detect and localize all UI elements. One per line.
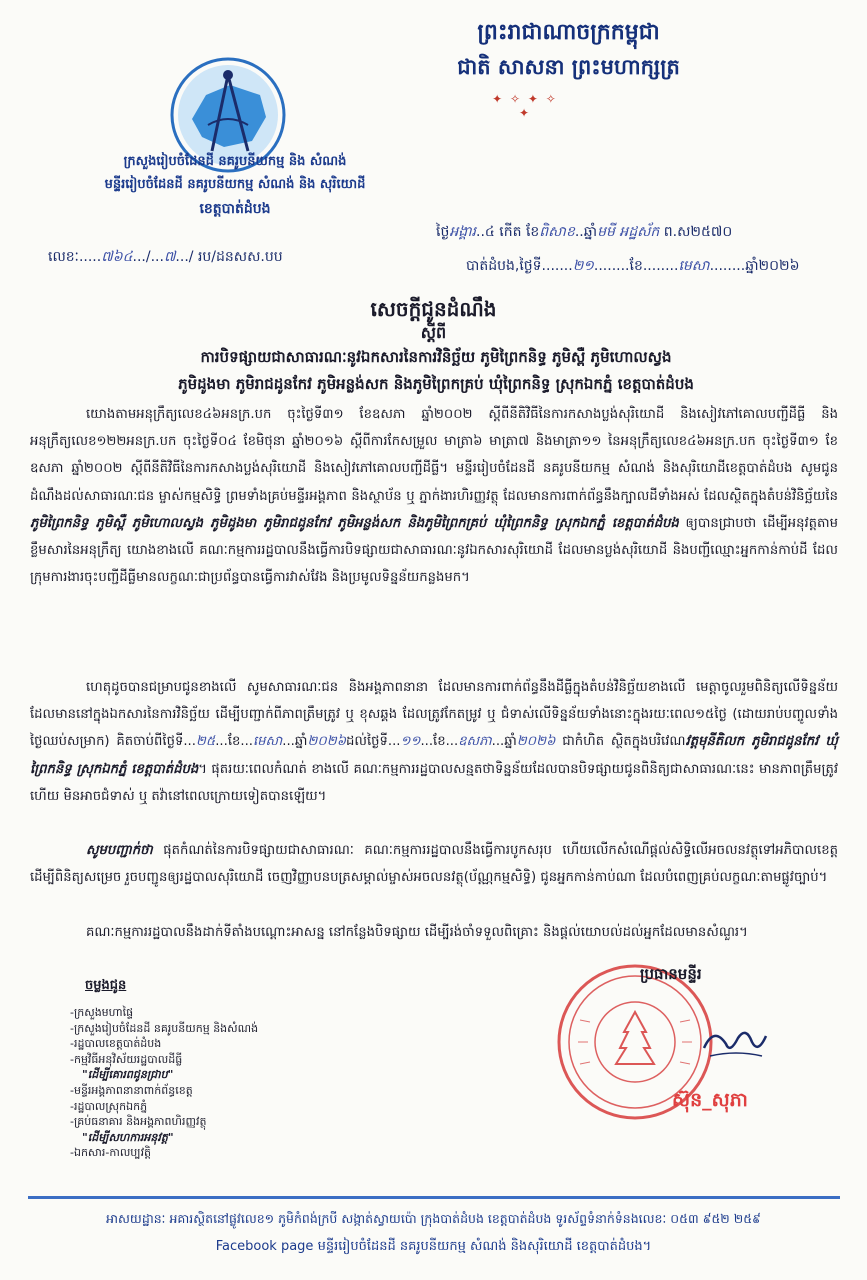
cc-list	[70, 1005, 258, 1161]
kingdom-heading: ព្រះរាជាណាចក្រកម្ពុជា	[477, 20, 660, 45]
department-name: មន្ទីររៀបចំដែនដី នគរូបនីយកម្ម សំណង់ និង សុរិយោដី	[104, 177, 366, 192]
paragraph-review-period: ហេតុដូចបានជម្រាបជូនខាងលើ សូមសាធារណៈជន និងអង្គភាពនានា ដែលមានការពាក់ព័ន្ធនឹងដីធ្លីក្នុងតំបន់វិនិច្ឆ័យខាងលើ មេត្តាចូលរួមពិនិត្យលើទិន្នន័យ ដែលមាននៅក្នុងឯកសារនៃការវិនិច្ឆ័យ ដើម្បីបញ្ជាក់ពីភាពត្រឹមត្រូវ ឬ ខុសឆ្គង ដែលត្រូវកែតម្រូវ ឬ ជំទាស់លើទិន្នន័យទាំងនោះក្នុងរយៈពេល១៥ថ្ងៃ (ដោយរាប់បញ្ចូលទាំងថ្ងៃឈប់សម្រាក) គិតចាប់ពីថ្ងៃទី...២៥...ខែ...មេសា...ឆ្នាំ២០២៦ដល់ថ្ងៃទី...១១...ខែ...ឧសភា...ឆ្នាំ២០២៦ ជាកំហិត ស្ថិតក្នុងបរិវេណវត្តមុនីតិលក ភូមិរាជដូនកែវ ឃុំព្រៃកនិទ្ធ ស្រុកឯកភ្នំ ខេត្តបាត់ដំបង។ ផុតរយៈពេលកំណត់ ខាងលើ គណៈកម្មការរដ្ឋបាលសន្មតថាទិន្នន័យដែលបានបិទផ្សាយជូនពិនិត្យជាសាធារណៈនេះ មានភាពត្រឹមត្រូវហើយ មិនអាចជំទាស់ ឬ តវ៉ានៅពេលក្រោយទៀតបានឡើយ។	[30, 680, 839, 804]
signature-mark-icon	[700, 1018, 770, 1068]
cc-item: -រដ្ឋបាលស្រុកឯកភ្នំ	[70, 1099, 148, 1113]
cc-item: -ក្រសួងមហាផ្ទៃ	[70, 1006, 134, 1019]
reference-number: លេខៈ.....៧៦៤.../...៧.../ រប/ដនសស.បប	[48, 249, 283, 265]
ministry-name: ក្រសួងរៀបចំដែនដី នគរូបនីយកម្ម និង សំណង់	[123, 154, 347, 169]
cc-item: -មន្ទីរអង្គភាពនានាពាក់ព័ន្ធខេត្ត	[70, 1083, 193, 1097]
cc-item: "ដើម្បីគោរពជូនជ្រាប"	[82, 1068, 174, 1082]
cc-item: -ក្រសួងរៀបចំដែនដី នគរូបនីយកម្ម និងសំណង់	[70, 1021, 259, 1035]
paragraph-confirmation: សូមបញ្ជាក់ថា ផុតកំណត់នៃការបិទផ្សាយជាសាធារណៈ គណៈកម្មការរដ្ឋបាលនឹងធ្វើការបូកសរុប ហើយលើកសំណើផ្តល់សិទ្ធិលើអចលនវត្ថុទៅអភិបាលខេត្ត ដើម្បីពិនិត្យសម្រេច រួចបញ្ជូនឲ្យរដ្ឋបាលសុរិយោដី ចេញវិញ្ញាបនបត្រសម្គាល់ម្ចាស់អចលនវត្ថុ(ប័ណ្ណកម្មសិទ្ធិ) ជូនអ្នកកាន់កាប់ណា ដែលបំពេញគ្រប់លក្ខណៈតាមផ្លូវច្បាប់។	[30, 843, 838, 886]
cc-item: -កម្មវិធីអនុវិស័យរដ្ឋបាលដីធ្លី	[70, 1052, 183, 1066]
footer-divider	[28, 1196, 840, 1199]
cc-item: -គ្រប់ធនាគារ និងអង្គភាពហិរញ្ញវត្ថុ	[70, 1115, 207, 1129]
footer-facebook: Facebook page មន្ទីររៀបចំដែនដី នគរូបនីយកម្ម សំណង់ និងសុរិយោដី ខេត្តបាត់ដំបង។	[215, 1239, 652, 1254]
signatory-name: ស៊ុន_សុភា	[672, 1089, 748, 1111]
paragraph-consultation: គណៈកម្មការរដ្ឋបាលនឹងដាក់ទីតាំងបណ្តោះអាសន្ន នៅកន្លែងបិទផ្សាយ ដើម្បីរង់ចាំទទួលពិគ្រោះ និងផ្តល់យោបល់ដល់អ្នកដែលមានសំណួរ។	[86, 925, 748, 940]
ornament-divider: ✦ ✧ ✦ ✧ ✦	[492, 92, 558, 120]
footer-address: អាសយដ្ឋានៈ អគារស្ថិតនៅផ្លូវលេខ១ ភូមិកំពង់ក្របី សង្កាត់ស្វាយប៉ោ ក្រុងបាត់ដំបង ខេត្តបាត់ដំបង ទូរស័ព្ទទំនាក់ទំនងលេខៈ ០៥៣ ៩៥២ ២៥៩	[106, 1211, 761, 1226]
signatory-title: ប្រធានមន្ទីរ	[640, 965, 702, 983]
subject-line-1: ការបិទផ្សាយជាសាធារណៈនូវឯកសារនៃការវិនិច្ឆ័យ ភូមិព្រៃកនិទ្ធ ភូមិស្ពឺ ភូមិហោលស្វង	[200, 348, 672, 366]
cc-item: -រដ្ឋបាលខេត្តបាត់ដំបង	[70, 1037, 162, 1051]
subject-line-2: ភូមិដូងមា ភូមិរាជដូនកែវ ភូមិអន្លង់សក និងភូមិព្រៃកគ្រប់ ឃុំព្រៃកនិទ្ធ ស្រុកឯកភ្នំ ខេត្តបាត់ដំបង	[178, 375, 694, 393]
document-title: សេចក្តីជូនដំណឹង	[370, 297, 497, 321]
paragraph-reference: យោងតាមអនុក្រឹត្យលេខ៤៦អនក្រ.បក ចុះថ្ងៃទី៣១ ខែឧសភា ឆ្នាំ២០០២ ស្តីពីនីតិវិធីនៃការកសាងប្លង់សុរិយោដី និងសៀវភៅគោលបញ្ជីដីធ្លី និងអនុក្រឹត្យលេខ១២២អនក្រ.បក ចុះថ្ងៃទី០៤ ខែមិថុនា ឆ្នាំ២០១៦ ស្តីពីការកែសម្រួល មាត្រា៦ មាត្រា៧ និងមាត្រា១១ នៃអនុក្រឹត្យលេខ៤៦អនក្រ.បក ចុះថ្ងៃទី៣១ ខែឧសភា ឆ្នាំ២០០២ ស្តីពីនីតិវិធីនៃការកសាងប្លង់សុរិយោដី និងសៀវភៅគោលបញ្ជីដីធ្លី។ មន្ទីររៀបចំដែនដី នគរូបនីយកម្ម សំណង់ និងសុរិយោដីខេត្តបាត់ដំបង សូមជូនដំណឹងដល់សាធារណៈជន ម្ចាស់កម្មសិទ្ធិ ព្រមទាំងគ្រប់មន្ទីរអង្គភាព និងស្ថាប័ន ឬ ភ្នាក់ងារហិរញ្ញវត្ថុ ដែលមានការពាក់ព័ន្ធនឹងក្បាលដីទាំងអស់ ដែលស្ថិតក្នុងតំបន់វិនិច្ឆ័យនៃ ភូមិព្រៃកនិទ្ធ ភូមិស្ពឺ ភូមិហោលស្វង ភូមិដូងមា ភូមិរាជដូនកែវ ភូមិអន្លង់សក និងភូមិព្រៃកគ្រប់ ឃុំព្រៃកនិទ្ធ ស្រុកឯកភ្នំ ខេត្តបាត់ដំបង ឲ្យបានជ្រាបថា ដើម្បីអនុវត្តតាមខ្លឹមសារនៃអនុក្រឹត្យ យោងខាងលើ គណៈកម្មការរដ្ឋបាលនឹងធ្វើការបិទផ្សាយជាសាធារណៈនូវឯកសារសុរិយោដី ដែលមានប្លង់សុរិយោដី និងបញ្ជីឈ្មោះអ្នកកាន់កាប់ដី ដែលក្រុមការងារចុះបញ្ជីដីធ្លីមានលក្ខណៈជាប្រព័ន្ធបានធ្វើការវាស់វែង និងប្រមូលទិន្នន័យកន្លងមក។	[30, 407, 838, 586]
solar-date: បាត់ដំបង,ថ្ងៃទី.......២១........ខែ........មេសា........ឆ្នាំ២០២៦	[466, 258, 800, 274]
cc-item: "ដើម្បីសហការអនុវត្ត"	[82, 1130, 174, 1144]
national-motto: ជាតិ សាសនា ព្រះមហាក្សត្រ	[457, 55, 680, 79]
cc-title: ចម្លងជូន	[85, 978, 127, 993]
lunar-date: ថ្ងៃអង្គារ..៤ កើត ខែពិសាខ..ឆ្នាំមមី អដ្ឋស័ក ព.ស២៥៧០	[436, 224, 733, 240]
subject-label: ស្តីពី	[420, 323, 447, 342]
cc-item: -ឯកសារ-កាលប្បវត្តិ	[70, 1146, 152, 1160]
province-name: ខេត្តបាត់ដំបង	[199, 201, 271, 217]
